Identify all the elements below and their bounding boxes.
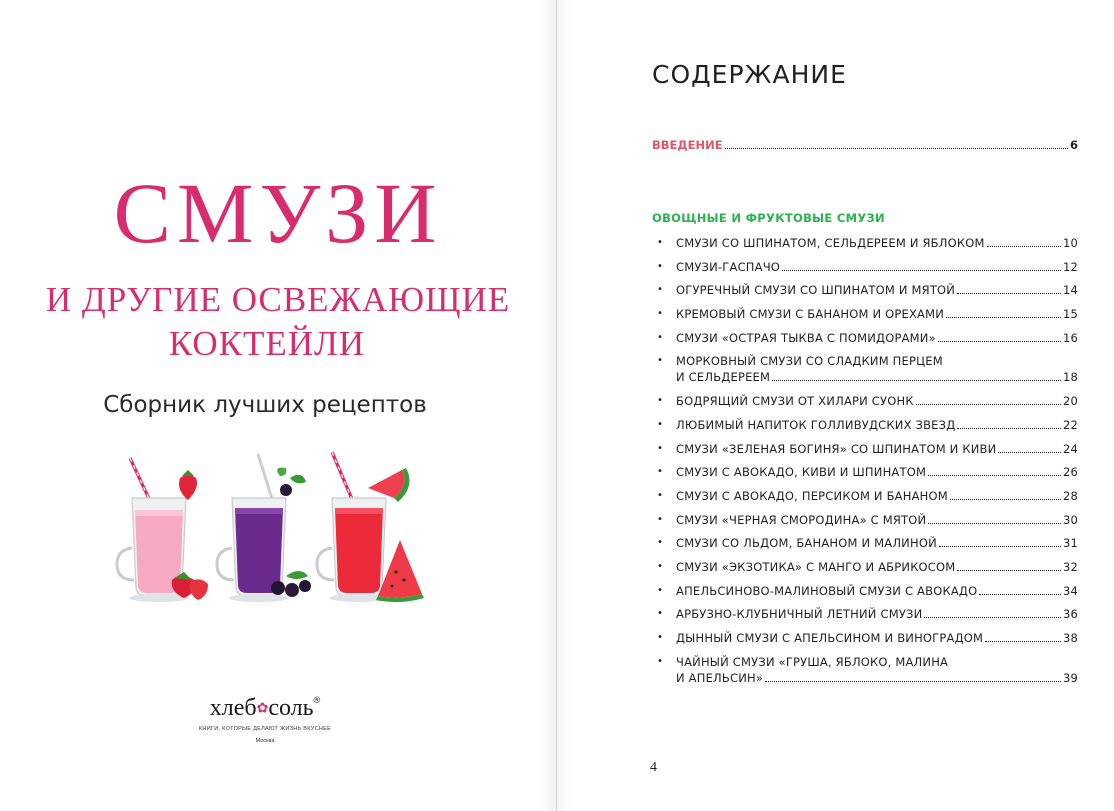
leader-dots: [928, 523, 1061, 524]
book-tagline: Сборник лучших рецептов: [103, 392, 427, 418]
toc-entry[interactable]: [652, 259, 1078, 275]
toc-entry-page: 20: [1062, 394, 1078, 409]
toc-entry[interactable]: [652, 417, 1078, 433]
toc-entry-page: 18: [1062, 370, 1078, 385]
toc-entry[interactable]: [652, 464, 1078, 480]
leader-dots: [924, 617, 1061, 618]
toc-entry-title: И СЕЛЬДЕРЕЕМ: [676, 370, 771, 385]
publisher-name-part2: соль: [268, 695, 314, 721]
leader-dots: [957, 428, 1061, 429]
book-title: СМУЗИ: [113, 165, 443, 261]
purple-smoothie-glass: [217, 454, 311, 602]
toc-list: [652, 235, 1078, 693]
toc-entry-page: 15: [1062, 307, 1078, 322]
publisher-slogan: КНИГИ, КОТОРЫЕ ДЕЛАЮТ ЖИЗНЬ ВКУСНЕЕ: [198, 726, 332, 732]
registered-mark: ®: [313, 695, 321, 705]
toc-intro-label: ВВЕДЕНИЕ: [652, 138, 723, 152]
toc-entry-title: • СМУЗИ-ГАСПАЧО: [676, 259, 781, 274]
leader-dots: [979, 594, 1061, 595]
smoothie-glasses-illustration: [110, 448, 440, 608]
page-number: 4: [650, 760, 657, 775]
toc-entry-title: • ЛЮБИМЫЙ НАПИТОК ГОЛЛИВУДСКИХ ЗВЕЗД: [676, 417, 956, 432]
red-smoothie-glass: [317, 452, 424, 602]
toc-entry[interactable]: [652, 393, 1078, 409]
leader-dots: [939, 546, 1061, 547]
publisher-city: Москва: [255, 738, 275, 744]
toc-entry-page: 22: [1062, 417, 1078, 432]
toc-entry-title: • СМУЗИ «ЧЕРНАЯ СМОРОДИНА» С МЯТОЙ: [676, 512, 927, 527]
toc-entry-page: 31: [1062, 536, 1078, 551]
toc-entry[interactable]: [652, 282, 1078, 298]
toc-heading: СОДЕРЖАНИЕ: [652, 60, 847, 89]
leader-dots: [957, 570, 1061, 571]
toc-intro-entry[interactable]: [652, 138, 1078, 152]
toc-entry-title: • СМУЗИ СО ШПИНАТОМ, СЕЛЬДЕРЕЕМ И ЯБЛОКОМ: [676, 236, 985, 250]
toc-entry-page: 30: [1062, 512, 1078, 527]
toc-entry-page: 39: [1062, 670, 1078, 685]
toc-entry-title-line1: • МОРКОВНЫЙ СМУЗИ СО СЛАДКИМ ПЕРЦЕМ: [676, 354, 943, 369]
toc-entry-title: • СМУЗИ «ОСТРАЯ ТЫКВА С ПОМИДОРАМИ»: [676, 330, 936, 345]
toc-entry-title: • СМУЗИ С АВОКАДО, ПЕРСИКОМ И БАНАНОМ: [676, 488, 948, 503]
publisher-name-part1: хлеб: [209, 695, 257, 721]
leader-dots: [928, 475, 1061, 476]
leader-dots: [987, 246, 1061, 247]
toc-entry-page: 26: [1062, 465, 1078, 480]
toc-entry[interactable]: [652, 488, 1078, 504]
pink-smoothie-glass: [117, 458, 208, 602]
toc-entry[interactable]: [652, 583, 1078, 599]
toc-entry-title: • КРЕМОВЫЙ СМУЗИ С БАНАНОМ И ОРЕХАМИ: [676, 307, 945, 322]
strawberry-icon: [179, 470, 197, 500]
toc-entry-page: 32: [1062, 559, 1078, 574]
toc-entry-title: • СМУЗИ «ЭКЗОТИКА» С МАНГО И АБРИКОСОМ: [676, 559, 956, 574]
toc-entry-page: 12: [1062, 259, 1078, 274]
toc-entry-title: • СМУЗИ «ЗЕЛЕНАЯ БОГИНЯ» СО ШПИНАТОМ И КИВИ: [676, 441, 997, 456]
toc-entry-page: 28: [1062, 488, 1078, 503]
toc-entry-title: • АПЕЛЬСИНОВО-МАЛИНОВЫЙ СМУЗИ С АВОКАДО: [676, 583, 978, 598]
leader-dots: [950, 499, 1061, 500]
toc-entry[interactable]: [652, 630, 1078, 646]
toc-entry-page: 10: [1062, 236, 1078, 250]
flower-icon: ✿: [256, 701, 269, 717]
toc-entry-title: • ДЫННЫЙ СМУЗИ С АПЕЛЬСИНОМ И ВИНОГРАДОМ: [676, 631, 984, 645]
toc-entry-title-line1: • ЧАЙНЫЙ СМУЗИ «ГРУША, ЯБЛОКО, МАЛИНА: [676, 654, 949, 669]
leader-dots: [938, 341, 1061, 342]
leader-dots: [957, 293, 1061, 294]
toc-entry-page: 24: [1062, 441, 1078, 456]
toc-entry-page: 16: [1062, 330, 1078, 345]
leader-dots: [985, 641, 1061, 642]
leader-dots: [998, 452, 1061, 453]
toc-intro-page: 6: [1069, 138, 1078, 152]
leader-dots: [782, 270, 1061, 271]
toc-entry[interactable]: [652, 512, 1078, 528]
toc-entry[interactable]: [652, 535, 1078, 551]
toc-entry-title: • СМУЗИ С АВОКАДО, КИВИ И ШПИНАТОМ: [676, 465, 927, 480]
leader-dots: [772, 380, 1061, 381]
gutter-shadow-left: [538, 0, 556, 811]
toc-entry-page: 14: [1062, 283, 1078, 298]
publisher-logo: [185, 696, 345, 744]
toc-entry-page: 38: [1062, 631, 1078, 645]
leader-dots: [765, 681, 1061, 682]
leader-dots: [946, 317, 1061, 318]
toc-entry[interactable]: [652, 559, 1078, 575]
toc-entry[interactable]: [652, 330, 1078, 346]
toc-section-title: ОВОЩНЫЕ И ФРУКТОВЫЕ СМУЗИ: [652, 211, 885, 225]
toc-entry[interactable]: [652, 441, 1078, 457]
toc-entry-title: • СМУЗИ СО ЛЬДОМ, БАНАНОМ И МАЛИНОЙ: [676, 536, 937, 551]
toc-entry[interactable]: [652, 606, 1078, 622]
toc-entry[interactable]: [652, 306, 1078, 322]
toc-entry-title: И АПЕЛЬСИН»: [676, 670, 764, 685]
leader-dots: [916, 404, 1061, 405]
toc-entry-title: • АРБУЗНО-КЛУБНИЧНЫЙ ЛЕТНИЙ СМУЗИ: [676, 607, 923, 622]
toc-entry[interactable]: [652, 353, 1078, 385]
toc-entry[interactable]: [652, 235, 1078, 251]
gutter-shadow-right: [557, 0, 571, 811]
toc-entry-title: • ОГУРЕЧНЫЙ СМУЗИ СО ШПИНАТОМ И МЯТОЙ: [676, 283, 956, 298]
book-subtitle-line1: И ДРУГИЕ ОСВЕЖАЮЩИЕ: [45, 280, 511, 319]
leader-dots: [725, 148, 1068, 149]
toc-entry-title: • БОДРЯЩИЙ СМУЗИ ОТ ХИЛАРИ СУОНК: [676, 394, 914, 409]
blackberry-icon: [277, 468, 306, 496]
book-subtitle-line2: КОКТЕЙЛИ: [168, 324, 366, 363]
watermelon-icon: [368, 468, 410, 502]
toc-entry-page: 36: [1062, 607, 1078, 622]
toc-entry[interactable]: [652, 654, 1078, 686]
toc-entry-page: 34: [1062, 583, 1078, 598]
